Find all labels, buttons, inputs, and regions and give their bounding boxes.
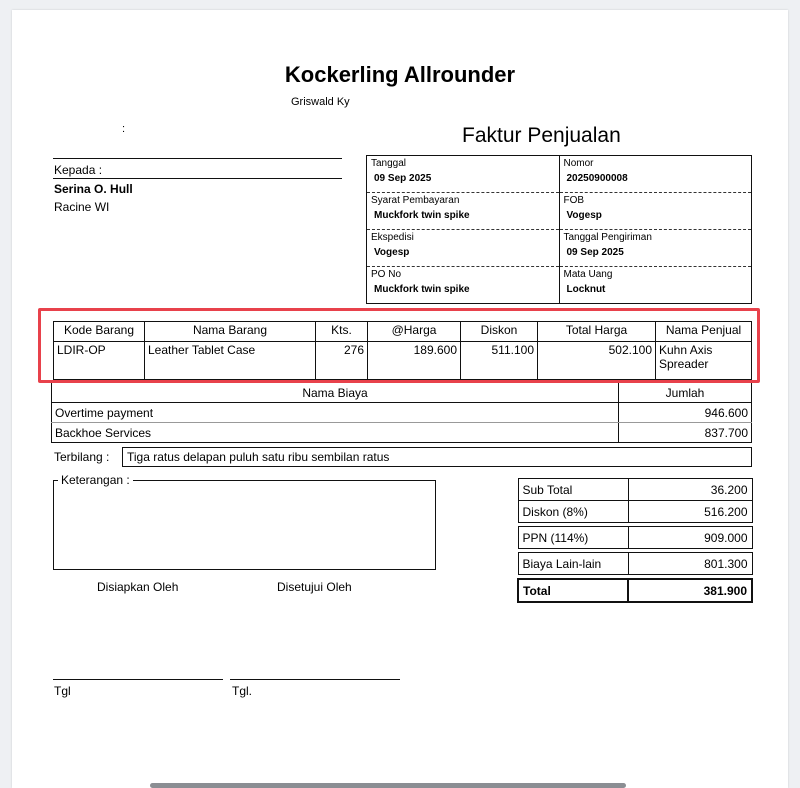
company-name: Kockerling Allrounder — [284, 62, 516, 87]
info-cell-tanggal — [367, 156, 560, 193]
subtotal-row — [518, 479, 752, 501]
terbilang-text: Tiga ratus delapan puluh satu ribu sembilan ratus — [122, 447, 752, 467]
fees-header-name: Nama Biaya — [52, 383, 619, 403]
info-value: Muckfork twin spike — [374, 210, 470, 221]
info-cell-mata-uang — [559, 267, 752, 304]
info-label: PO No — [371, 269, 402, 280]
other-costs-row — [518, 553, 752, 575]
document-title: Faktur Penjualan — [462, 124, 621, 147]
col-header: Kts. — [316, 322, 368, 342]
customer-city: Racine WI — [54, 200, 110, 214]
info-cell-syarat — [367, 193, 560, 230]
terbilang-label: Terbilang : — [54, 450, 110, 464]
info-cell-po — [367, 267, 560, 304]
other-costs-value: 801.300 — [628, 553, 752, 575]
divider — [53, 178, 342, 179]
item-name: Leather Tablet Case — [145, 342, 316, 380]
info-cell-nomor — [559, 156, 752, 193]
approved-by-label: Disetujui Oleh — [277, 580, 352, 594]
info-label: FOB — [563, 195, 585, 206]
info-value: Muckfork twin spike — [374, 284, 470, 295]
other-costs-label: Biaya Lain-lain — [518, 553, 628, 575]
ppn-value: 909.000 — [628, 527, 752, 549]
info-label: Ekspedisi — [371, 232, 414, 243]
totals-table — [517, 478, 753, 603]
fees-header-amount: Jumlah — [619, 383, 752, 403]
address-colon: : — [122, 123, 126, 135]
discount-label: Diskon (8%) — [518, 501, 628, 523]
info-label: Nomor — [563, 158, 594, 169]
discount-row — [518, 501, 752, 523]
customer-name: Serina O. Hull — [54, 182, 133, 196]
highlight-box — [38, 308, 760, 383]
info-cell-tgl-kirim — [559, 230, 752, 267]
item-code: LDIR-OP — [57, 343, 106, 357]
fee-amount: 837.700 — [619, 423, 752, 443]
signature-line — [53, 679, 223, 680]
divider — [53, 158, 342, 159]
grand-total-row — [518, 579, 752, 602]
fee-name: Overtime payment — [52, 403, 619, 423]
item-price: 189.600 — [368, 342, 461, 380]
info-label: Syarat Pembayaran — [371, 195, 460, 206]
info-label: Tanggal Pengiriman — [563, 232, 652, 243]
discount-value: 516.200 — [628, 501, 752, 523]
keterangan-box — [53, 480, 436, 570]
info-label: Mata Uang — [563, 269, 613, 280]
subtotal-label: Sub Total — [518, 479, 628, 501]
item-total: 502.100 — [538, 342, 656, 380]
col-header: Total Harga — [538, 322, 656, 342]
col-header: @Harga — [368, 322, 461, 342]
invoice-page — [12, 10, 788, 788]
signature-line — [230, 679, 400, 680]
subtotal-value: 36.200 — [628, 479, 752, 501]
item-seller: Kuhn Axis Spreader — [656, 342, 752, 380]
grand-total-label: Total — [518, 579, 628, 602]
date-label: Tgl. — [232, 684, 253, 698]
company-subtitle: Griswald Ky — [291, 96, 350, 108]
table-row — [52, 423, 752, 443]
info-value: Vogesp — [566, 210, 602, 221]
info-cell-ekspedisi — [367, 230, 560, 267]
item-qty: 276 — [316, 342, 368, 380]
info-cell-fob — [559, 193, 752, 230]
horizontal-scrollbar[interactable] — [150, 783, 626, 788]
invoice-info-table — [366, 155, 752, 304]
col-header: Nama Barang — [145, 322, 316, 342]
fee-name: Backhoe Services — [55, 425, 152, 440]
customer-label: Kepada : — [54, 163, 103, 177]
fees-table — [51, 383, 752, 443]
item-discount: 511.100 — [461, 342, 538, 380]
col-header: Diskon — [461, 322, 538, 342]
prepared-by-label: Disiapkan Oleh — [97, 580, 179, 594]
fees-header-row — [52, 383, 752, 403]
info-value: Locknut — [566, 284, 606, 295]
info-value: 09 Sep 2025 — [374, 173, 432, 184]
col-header: Nama Penjual — [656, 322, 752, 342]
info-value: 20250900008 — [566, 173, 628, 184]
date-label: Tgl — [54, 684, 71, 698]
info-value: 09 Sep 2025 — [566, 247, 624, 258]
ppn-row — [518, 527, 752, 549]
table-row — [52, 403, 752, 423]
ppn-label: PPN (114%) — [518, 527, 628, 549]
col-header: Kode Barang — [54, 322, 145, 342]
fee-amount: 946.600 — [619, 403, 752, 423]
keterangan-label: Keterangan : — [58, 473, 133, 487]
info-label: Tanggal — [371, 158, 407, 169]
grand-total-value: 381.900 — [628, 579, 752, 602]
info-value: Vogesp — [374, 247, 410, 258]
